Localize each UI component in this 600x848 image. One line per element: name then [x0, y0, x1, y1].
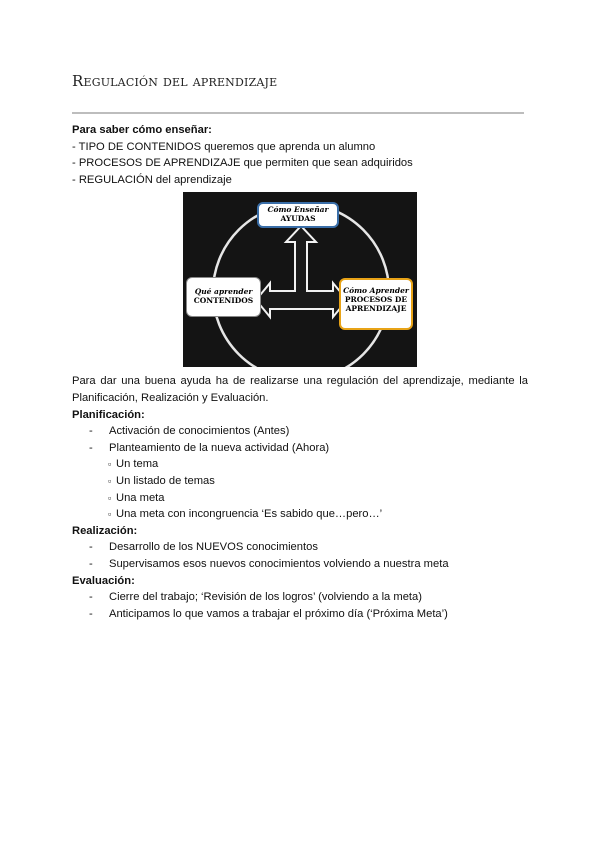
dash-bullet: -: [89, 425, 93, 438]
diagram-box-teaching: [257, 202, 339, 228]
sub-list-item: [72, 506, 528, 523]
list-item-text: Cierre del trabajo; ‘Revisión de los logros’ (volviendo a la meta): [109, 591, 422, 604]
sub-list-item-text: Un listado de temas: [116, 474, 215, 487]
planificacion-heading: Planificación:: [72, 408, 145, 421]
list-item-text: Activación de conocimientos (Antes): [109, 425, 290, 438]
intro-item: - REGULACIÓN del aprendizaje: [72, 173, 232, 186]
box-content-value: CONTENIDOS: [193, 296, 254, 306]
square-bullet-icon: ▫: [108, 475, 112, 486]
document-body: [72, 122, 528, 622]
box-content-label: Qué aprender: [194, 287, 253, 297]
list-item-text: Planteamiento de la nueva actividad (Ahora): [109, 441, 330, 454]
intro-item: - TIPO DE CONTENIDOS queremos que aprenda un alumno: [72, 140, 376, 153]
list-item-text: Anticipamos lo que vamos a trabajar el próximo día (‘Próxima Meta’): [109, 607, 448, 620]
dash-bullet: -: [89, 441, 93, 454]
realizacion-heading: Realización:: [72, 524, 138, 537]
diagram-box-content: [186, 277, 261, 317]
list-item-text: Desarrollo de los NUEVOS conocimientos: [109, 541, 318, 554]
evaluacion-heading: Evaluación:: [72, 574, 135, 587]
dash-bullet: -: [89, 541, 93, 554]
sub-list-item: [72, 456, 528, 473]
sub-list-item-text: Una meta: [116, 491, 165, 504]
dash-bullet: -: [89, 591, 93, 604]
learning-diagram: [183, 192, 417, 367]
list-item: [72, 440, 528, 457]
sub-list-item: [72, 473, 528, 490]
list-item: [72, 423, 528, 440]
list-item: [72, 539, 528, 556]
box-teaching-label: Cómo Enseñar: [267, 205, 329, 215]
list-item: [72, 606, 528, 623]
list-item-text: Supervisamos esos nuevos conocimientos volviendo a nuestra meta: [109, 557, 449, 570]
page-title: Regulación del aprendizaje: [72, 72, 278, 90]
list-item: [72, 556, 528, 573]
square-bullet-icon: ▫: [108, 459, 112, 470]
square-bullet-icon: ▫: [108, 509, 112, 520]
diagram-box-learning: [339, 278, 413, 330]
box-learning-label: Cómo Aprender: [343, 286, 409, 296]
box-teaching-value: AYUDAS: [280, 214, 316, 224]
dash-bullet: -: [89, 607, 93, 620]
sub-list-item: [72, 490, 528, 507]
title-divider: [72, 112, 524, 114]
square-bullet-icon: ▫: [108, 492, 112, 503]
sub-list-item-text: Un tema: [116, 458, 159, 471]
three-way-arrow: [256, 226, 347, 317]
regulation-paragraph: Para dar una buena ayuda ha de realizarse una regulación del aprendizaje, mediante la Planificación, Realización y Evaluación.: [72, 375, 528, 404]
box-learning-value: PROCESOS DE: [344, 295, 408, 305]
list-item: [72, 589, 528, 606]
box-learning-value-2: APRENDIZAJE: [345, 304, 407, 314]
dash-bullet: -: [89, 557, 93, 570]
intro-heading: Para saber cómo enseñar:: [72, 124, 212, 136]
sub-list-item-text: Una meta con incongruencia ‘Es sabido que…pero…’: [116, 508, 383, 521]
intro-item: - PROCESOS DE APRENDIZAJE que permiten que sean adquiridos: [72, 157, 413, 170]
